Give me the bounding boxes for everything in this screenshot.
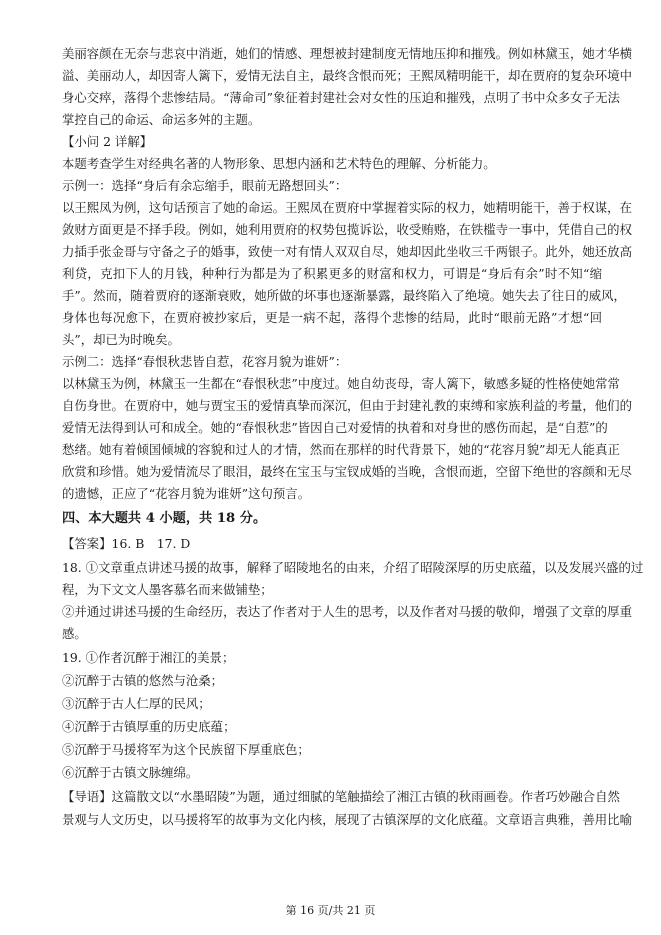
page-footer: 第 16 页/共 21 页 [285, 904, 376, 917]
guide-line-2: 景观与人文历史，以马援将军的故事为文化内核，展现了古镇深厚的文化底蕴。文章语言典雅，善用比喻 [62, 812, 632, 827]
q18-line-3: ②并通过讲述马援的生命经历，表达了作者对于人生的思考，以及作者对马援的敬仰，增强了文章的厚重 [62, 604, 632, 619]
body-line-8: 以王熙凤为例，这句话预言了她的命运。王熙凤在贾府中掌握着实际的权力，她精明能干，善于权谋，在 [62, 200, 632, 215]
body-line-4: 掌控自己的命运、命运多舛的主题。 [62, 112, 261, 127]
q19-line-1: 19. ①作者沉醉于湘江的美景； [62, 650, 235, 665]
body-line-13: 身体也每况愈下，在贾府被抄家后，更是一病不起，落得个悲惨的结局，此时“眼前无路”才想“回 [62, 310, 602, 325]
guide-line-1: 【导语】这篇散文以“水墨昭陵”为题，通过细腻的笔触描绘了湘江古镇的秋雨画卷。作者巧妙融合自然 [62, 789, 620, 804]
body-line-2: 溢、美丽动人，却因寄人篱下，爱情无法自主，最终含恨而死；王熙凤精明能干，却在贾府的复杂环境中 [62, 68, 632, 83]
section-label-q2: 【小问 2 详解】 [62, 134, 153, 149]
body-line-20: 欣赏和珍惜。她为爱情流尽了眼泪，最终在宝玉与宝钗成婚的当晚，含恨而逝，空留下绝世的容颜和无尽 [62, 464, 632, 479]
q18-line-2: 程，为下文文人墨客慕名而来做铺垫； [62, 582, 273, 597]
q19-line-3: ③沉醉于古人仁厚的民风； [62, 696, 211, 711]
example-1-heading: 示例一：选择“身后有余忘缩手，眼前无路想回头”： [62, 178, 348, 193]
body-line-21: 的遗憾，正应了“花容月貌为谁妍”这句预言。 [62, 486, 311, 501]
body-line-14: 头”，却已为时晚矣。 [62, 332, 180, 347]
q19-line-4: ④沉醉于古镇厚重的历史底蕴； [62, 719, 236, 734]
answer-line: 【答案】16. B 17. D [62, 536, 191, 551]
body-line-12: 手”。然而，随着贾府的逐渐衰败，她所做的坏事也逐渐暴露，最终陷入了绝境。她失去了往日的威风， [62, 288, 626, 303]
q19-line-6: ⑥沉醉于古镇文脉缠绵。 [62, 765, 199, 780]
q18-line-4: 感。 [62, 626, 87, 641]
body-line-10: 力插手张金哥与守备之子的婚事，致使一对有情人双双自尽，她却因此坐收三千两银子。此外，她还放高 [62, 244, 632, 259]
q19-line-5: ⑤沉醉于马援将军为这个民族留下厚重底色； [62, 742, 310, 757]
example-2-heading: 示例二：选择“春恨秋悲皆自惹，花容月貌为谁妍”： [62, 354, 348, 369]
body-line-6: 本题考查学生对经典名著的人物形象、思想内涵和艺术特色的理解、分析能力。 [62, 156, 496, 171]
section-heading-4: 四、本大题共 4 小题，共 18 分。 [62, 511, 267, 526]
body-line-19: 愁绪。她有着倾国倾城的容貌和过人的才情，然而在那样的时代背景下，她的“花容月貌”却无人能真正 [62, 442, 620, 457]
body-line-18: 爱情无法得到认可和成全。她的“春恨秋悲”皆因自己对爱情的执着和对身世的感伤而起，是“自惹”的 [62, 420, 608, 435]
q18-line-1: 18. ①文章重点讲述马援的故事，解释了昭陵地名的由来，介绍了昭陵深厚的历史底蕴，以及发展兴盛的过 [62, 560, 644, 575]
body-line-1: 美丽容颜在无奈与悲哀中消逝，她们的情感、理想被封建制度无情地压抑和摧残。例如林黛玉，她才华横 [62, 46, 632, 61]
body-line-3: 身心交瘁，落得个悲惨结局。“薄命司”象征着封建社会对女性的压迫和摧残，点明了书中众多女子无法 [62, 90, 620, 105]
body-line-17: 自伤身世。在贾府中，她与贾宝玉的爱情真挚而深沉，但由于封建礼教的束缚和家族利益的考量，他们的 [62, 398, 632, 413]
q19-line-2: ②沉醉于古镇的悠然与沧桑； [62, 673, 224, 688]
body-line-11: 利贷，克扣下人的月钱，种种行为都是为了积累更多的财富和权力，可谓是“身后有余”时不知“缩 [62, 266, 602, 281]
body-line-9: 敛财方面更是不择手段。例如，她利用贾府的权势包揽诉讼，收受贿赂，在铁槛寺一事中，凭借自己的权 [62, 222, 632, 237]
body-line-16: 以林黛玉为例，林黛玉一生都在“春恨秋悲”中度过。她自幼丧母，寄人篱下，敏感多疑的性格使她常常 [62, 376, 620, 391]
